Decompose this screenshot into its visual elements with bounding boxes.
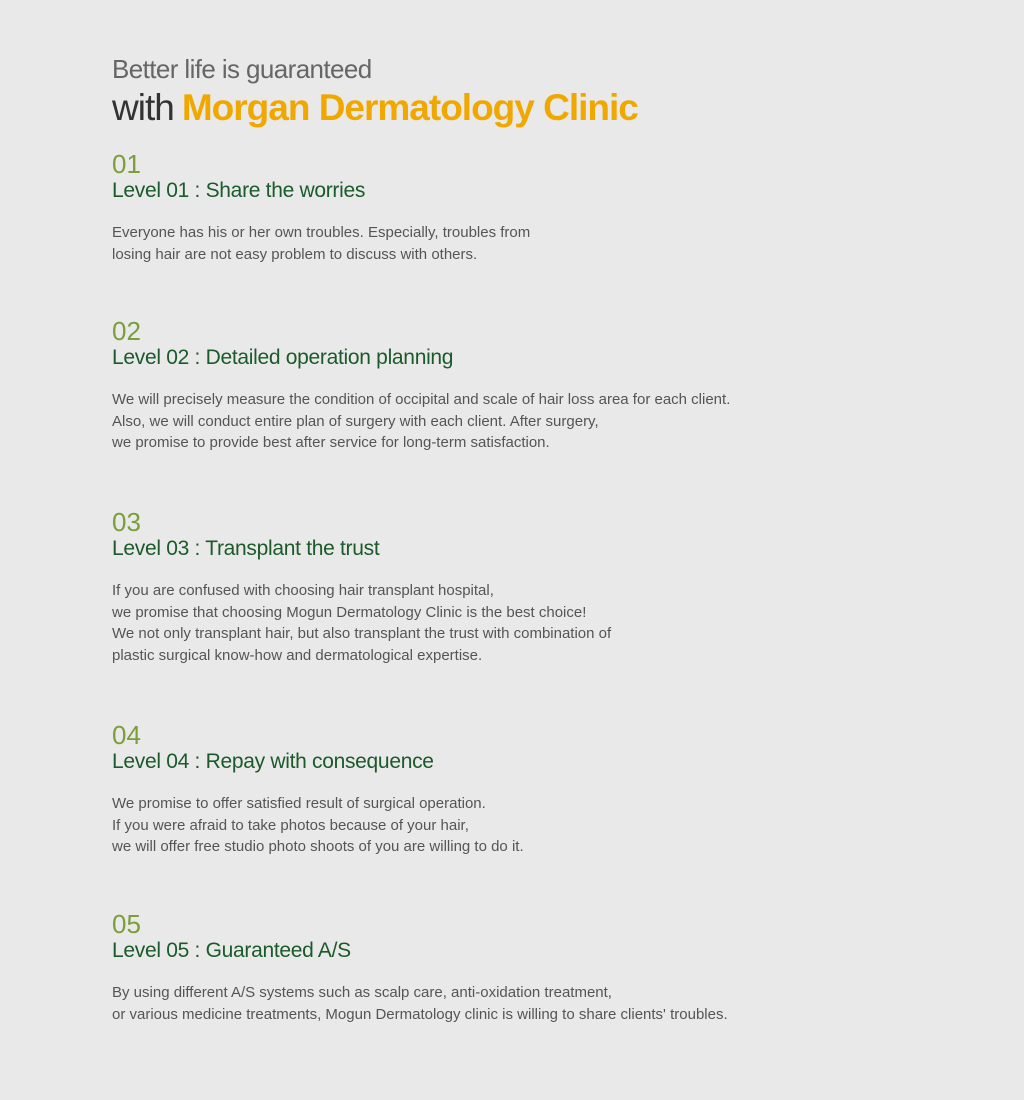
level-title: Level 03 : Transplant the trust xyxy=(112,537,380,560)
level-description xyxy=(112,222,530,265)
description-line: If you were afraid to take photos because of your hair, xyxy=(112,816,469,834)
level-number: 05 xyxy=(112,909,141,939)
level-number: 04 xyxy=(112,720,141,750)
description-line: We will precisely measure the condition of occipital and scale of hair loss area for each client. xyxy=(112,391,731,408)
level-title: Level 05 : Guaranteed A/S xyxy=(112,939,351,962)
description-line: By using different A/S systems such as scalp care, anti-oxidation treatment, xyxy=(112,984,612,1001)
level-section-01 xyxy=(112,150,530,265)
level-section-03 xyxy=(112,508,611,666)
level-description xyxy=(112,389,730,454)
level-title: Level 04 : Repay with consequence xyxy=(112,750,434,773)
page-header xyxy=(112,54,932,130)
level-number: 02 xyxy=(112,316,141,346)
description-line: We promise to offer satisfied result of surgical operation. xyxy=(112,795,486,812)
description-line: Everyone has his or her own troubles. Especially, troubles from xyxy=(112,224,531,241)
level-section-04 xyxy=(112,721,524,858)
header-with: with xyxy=(112,87,174,128)
description-line: If you are confused with choosing hair transplant hospital, xyxy=(112,582,494,599)
description-line: plastic surgical know-how and dermatological expertise. xyxy=(112,646,483,664)
level-number: 01 xyxy=(112,149,141,179)
description-line: we promise to provide best after service for long-term satisfaction. xyxy=(112,434,550,451)
description-line: or various medicine treatments, Mogun Dermatology clinic is willing to share clients' troubles. xyxy=(112,1005,728,1023)
level-number: 03 xyxy=(112,507,141,537)
description-line: Also, we will conduct entire plan of surgery with each client. After surgery, xyxy=(112,412,599,430)
level-section-02 xyxy=(112,317,730,454)
level-title: Level 02 : Detailed operation planning xyxy=(112,346,454,369)
description-line: losing hair are not easy problem to discuss with others. xyxy=(112,245,478,263)
level-title: Level 01 : Share the worries xyxy=(112,179,366,202)
level-description xyxy=(112,580,611,666)
content-wrapper xyxy=(112,54,932,1023)
description-line: we will offer free studio photo shoots of you are willing to do it. xyxy=(112,838,524,855)
description-line: We not only transplant hair, but also transplant the trust with combination of xyxy=(112,625,612,642)
clinic-name: Morgan Dermatology Clinic xyxy=(181,87,638,128)
level-section-05 xyxy=(112,910,728,1025)
level-description xyxy=(112,793,524,858)
header-title xyxy=(112,86,932,130)
description-line: we promise that choosing Mogun Dermatology Clinic is the best choice! xyxy=(112,603,587,621)
level-description xyxy=(112,982,728,1025)
header-tagline: Better life is guaranteed xyxy=(112,54,372,84)
